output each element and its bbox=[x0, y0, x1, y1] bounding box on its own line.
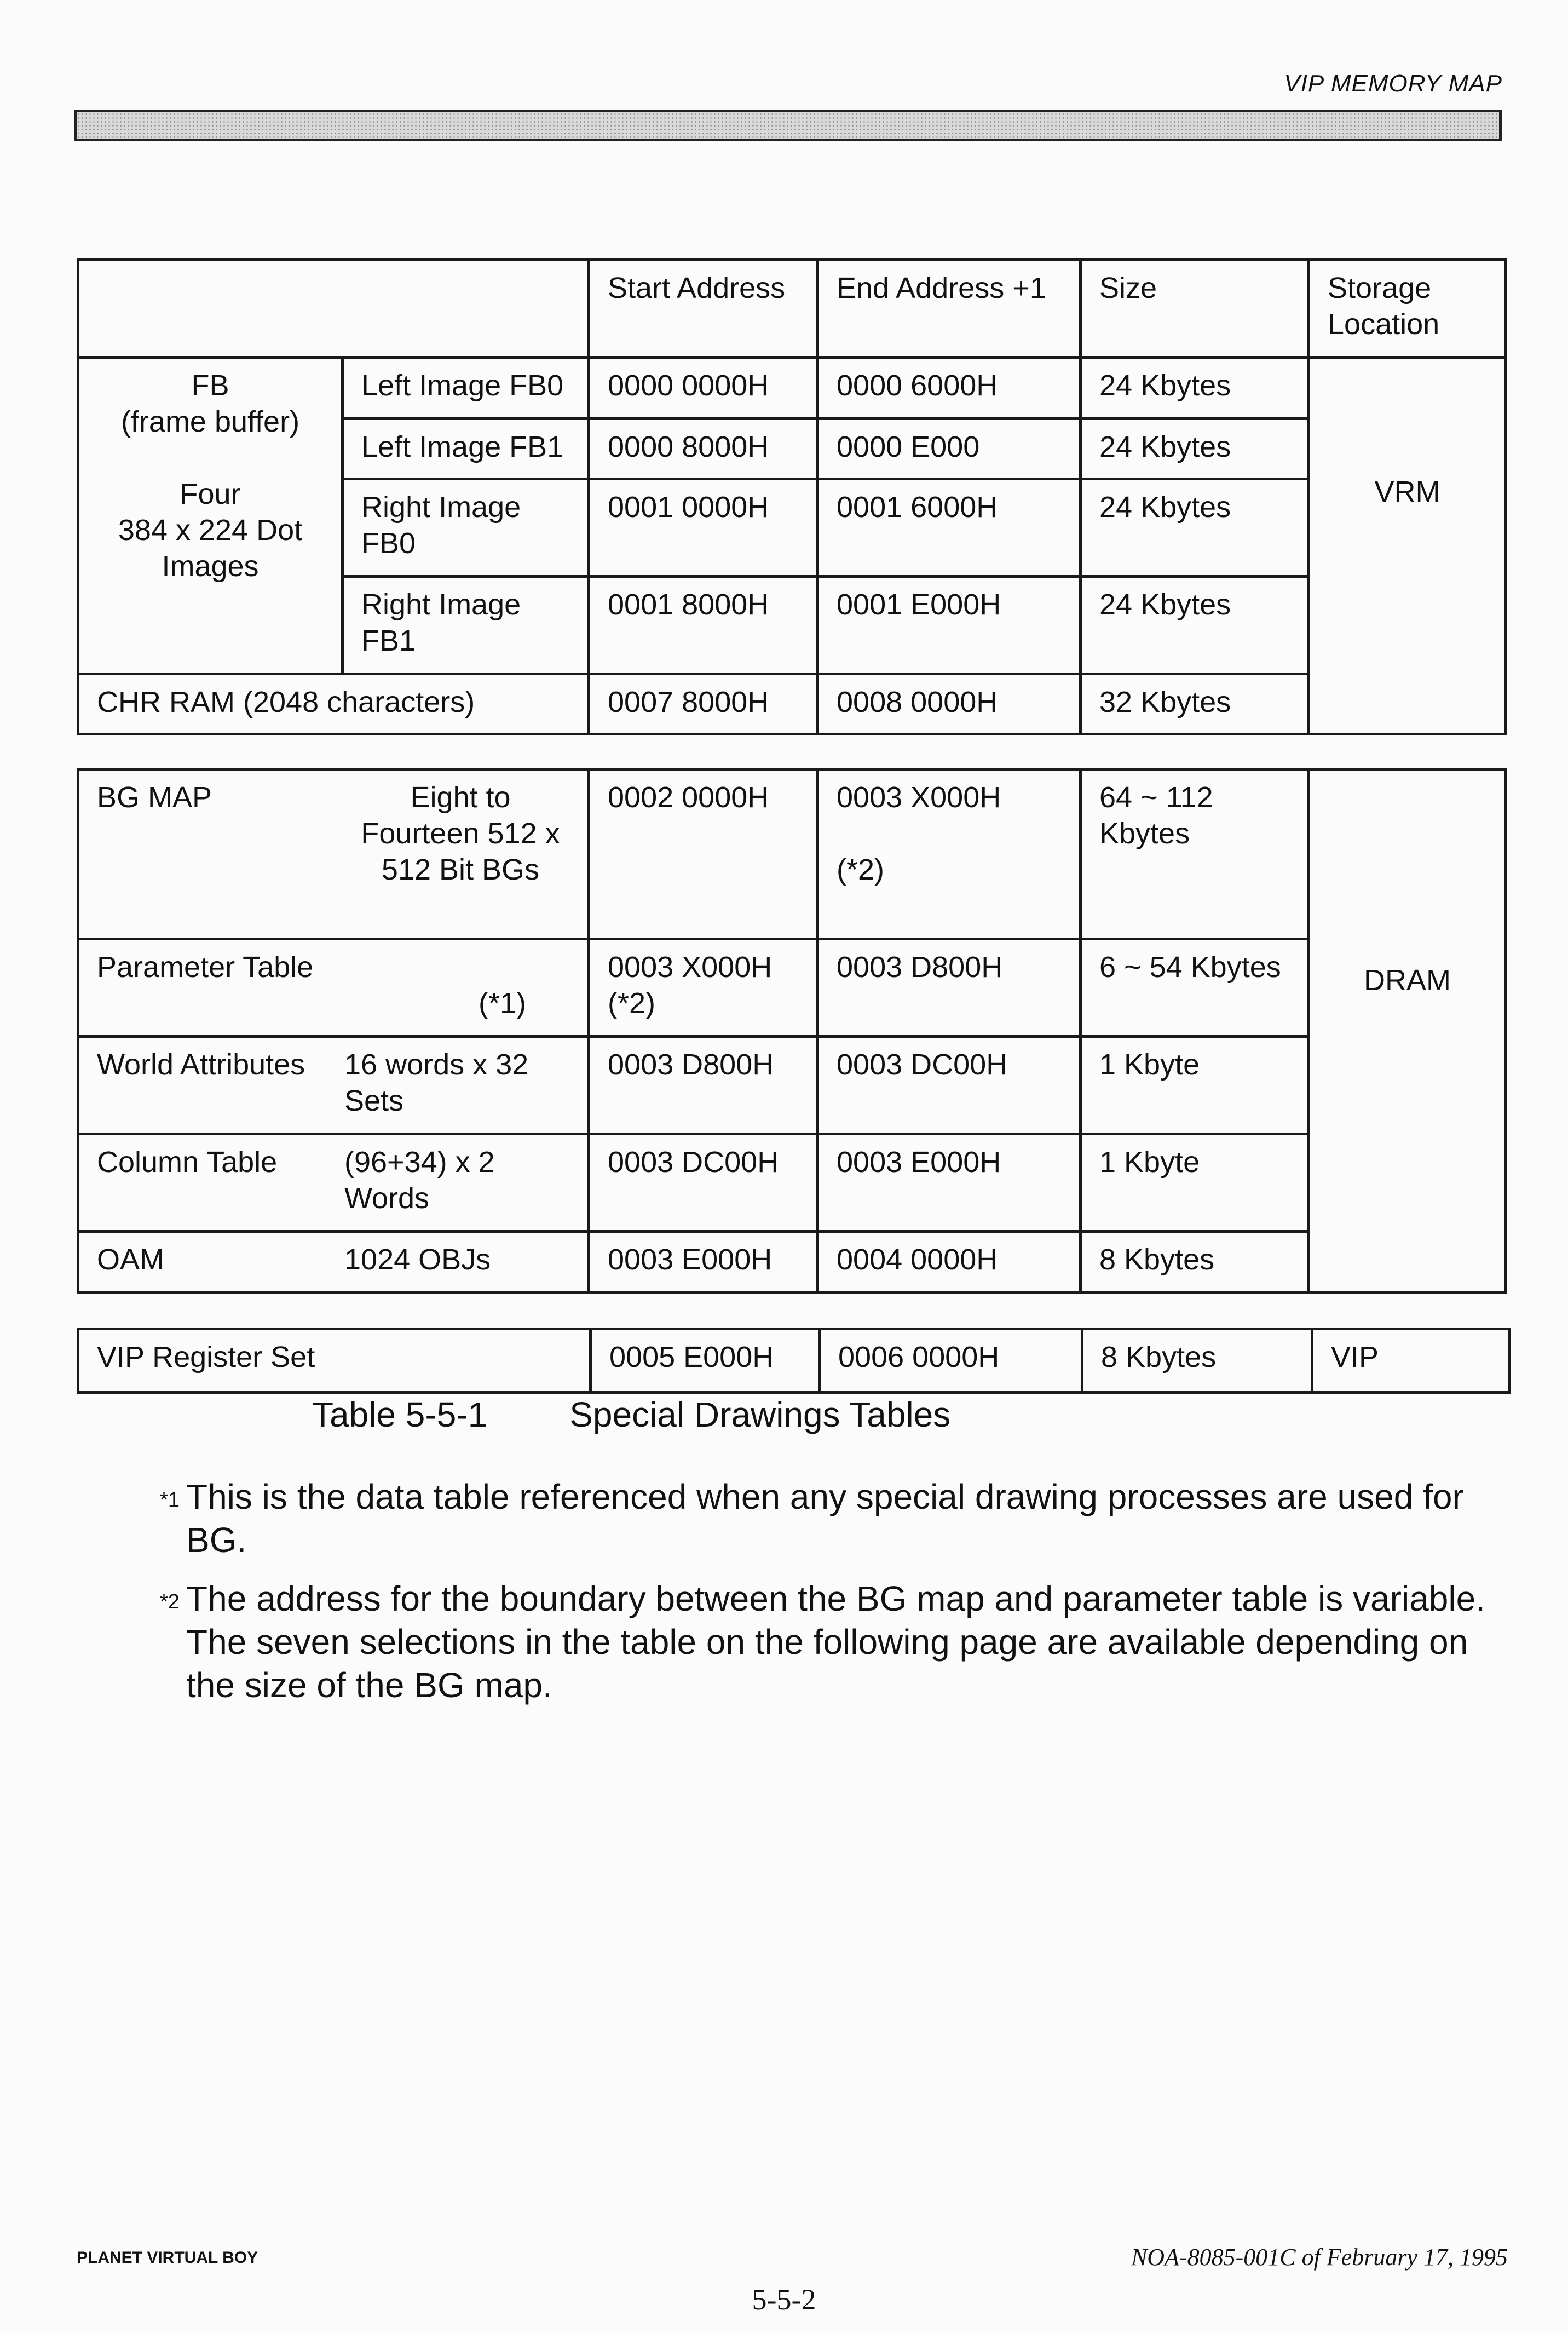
chr-ram-end: 0008 0000H bbox=[818, 674, 1081, 734]
fb-desc-line: 384 x 224 Dot bbox=[118, 514, 303, 547]
row-start: 0000 8000H bbox=[589, 419, 818, 479]
row-start: 0001 8000H bbox=[589, 577, 818, 674]
bgmap-end-cell bbox=[818, 769, 1081, 939]
oam-desc: 1024 OBJs bbox=[344, 1243, 491, 1276]
world-name: World Attributes bbox=[97, 1048, 305, 1081]
storage-vrm bbox=[1309, 358, 1506, 734]
bgmap-start: 0002 0000H bbox=[589, 769, 818, 939]
row-size: 24 Kbytes bbox=[1081, 577, 1309, 674]
vip-register-name: VIP Register Set bbox=[78, 1329, 591, 1393]
fb-label-sub: (frame buffer) bbox=[120, 405, 300, 438]
oam-name: OAM bbox=[97, 1243, 165, 1276]
running-header: VIP MEMORY MAP bbox=[1284, 70, 1502, 97]
fb-group-label bbox=[78, 358, 343, 674]
row-name: Right Image FB0 bbox=[343, 479, 589, 577]
row-end: 0000 6000H bbox=[818, 358, 1081, 419]
fb-desc-line: Four bbox=[180, 478, 241, 510]
vip-register-table bbox=[77, 1328, 1511, 1394]
row-end: 0001 6000H bbox=[818, 479, 1081, 577]
bgmap-size: 64 ~ 112 Kbytes bbox=[1081, 769, 1309, 939]
row-size: 24 Kbytes bbox=[1081, 358, 1309, 419]
oam-end: 0004 0000H bbox=[818, 1232, 1081, 1293]
param-size: 6 ~ 54 Kbytes bbox=[1081, 939, 1309, 1037]
vip-register-end: 0006 0000H bbox=[820, 1329, 1082, 1393]
row-end: 0000 E000 bbox=[818, 419, 1081, 479]
column-name: Column Table bbox=[97, 1146, 278, 1179]
row-end: 0001 E000H bbox=[818, 577, 1081, 674]
param-note: (*1) bbox=[478, 987, 526, 1020]
param-start-note: (*2) bbox=[608, 987, 656, 1020]
chr-ram-start: 0007 8000H bbox=[589, 674, 818, 734]
param-cell bbox=[78, 939, 589, 1037]
header-rule bbox=[74, 110, 1502, 141]
caption-title: Special Drawings Tables bbox=[569, 1395, 951, 1434]
param-name: Parameter Table bbox=[97, 951, 314, 984]
row-name: Left Image FB0 bbox=[343, 358, 589, 419]
footer-document-id: NOA-8085-001C of February 17, 1995 bbox=[1131, 2244, 1508, 2271]
page-number: 5-5-2 bbox=[752, 2283, 816, 2316]
fb-label: FB bbox=[191, 369, 229, 402]
row-start: 0001 0000H bbox=[589, 479, 818, 577]
header-blank-cell bbox=[78, 260, 589, 358]
row-size: 24 Kbytes bbox=[1081, 479, 1309, 577]
storage-dram bbox=[1309, 769, 1506, 1293]
world-size: 1 Kbyte bbox=[1081, 1037, 1309, 1134]
column-cell bbox=[78, 1134, 589, 1232]
column-size: 1 Kbyte bbox=[1081, 1134, 1309, 1232]
row-name: Left Image FB1 bbox=[343, 419, 589, 479]
oam-start: 0003 E000H bbox=[589, 1232, 818, 1293]
dram-memory-table bbox=[77, 768, 1507, 1294]
footnote-text: The address for the boundary between the BG map and parameter table is variable. The seven selections in the table on the following page are available depending on the size of the BG map. bbox=[186, 1579, 1485, 1705]
world-desc: 16 words x 32 Sets bbox=[344, 1048, 529, 1117]
footnote-marker: *1 bbox=[160, 1489, 180, 1512]
param-end: 0003 D800H bbox=[818, 939, 1081, 1037]
oam-cell bbox=[78, 1232, 589, 1293]
header-start-address: Start Address bbox=[589, 260, 818, 358]
header-storage-location: Storage Location bbox=[1309, 260, 1506, 358]
world-cell bbox=[78, 1037, 589, 1134]
column-end: 0003 E000H bbox=[818, 1134, 1081, 1232]
fb-desc-line: Images bbox=[162, 550, 259, 583]
vip-register-size: 8 Kbytes bbox=[1082, 1329, 1312, 1393]
header-end-address: End Address +1 bbox=[818, 260, 1081, 358]
footnote-marker: *2 bbox=[160, 1590, 180, 1613]
bgmap-desc: Eight to Fourteen 512 x 512 Bit BGs bbox=[361, 781, 560, 886]
row-size: 24 Kbytes bbox=[1081, 419, 1309, 479]
storage-dram-label: DRAM bbox=[1364, 964, 1451, 997]
table-caption bbox=[312, 1394, 950, 1435]
bgmap-cell bbox=[78, 769, 589, 939]
bgmap-end-note: (*2) bbox=[837, 853, 885, 886]
row-name: Right Image FB1 bbox=[343, 577, 589, 674]
caption-number: Table 5-5-1 bbox=[312, 1395, 488, 1434]
vip-register-start: 0005 E000H bbox=[591, 1329, 820, 1393]
bgmap-name: BG MAP bbox=[97, 781, 212, 814]
chr-ram-size: 32 Kbytes bbox=[1081, 674, 1309, 734]
world-start: 0003 D800H bbox=[589, 1037, 818, 1134]
param-start-cell bbox=[589, 939, 818, 1037]
column-start: 0003 DC00H bbox=[589, 1134, 818, 1232]
param-start: 0003 X000H bbox=[608, 951, 773, 984]
footnote-1 bbox=[160, 1475, 1500, 1562]
footnote-text: This is the data table referenced when any special drawing processes are used for BG. bbox=[186, 1477, 1464, 1560]
bgmap-end: 0003 X000H bbox=[837, 781, 1001, 814]
footer-publication: PLANET VIRTUAL BOY bbox=[77, 2249, 258, 2267]
vram-memory-table bbox=[77, 258, 1507, 735]
oam-size: 8 Kbytes bbox=[1081, 1232, 1309, 1293]
header-size: Size bbox=[1081, 260, 1309, 358]
chr-ram-name: CHR RAM (2048 characters) bbox=[78, 674, 589, 734]
vip-register-storage: VIP bbox=[1312, 1329, 1509, 1393]
column-desc: (96+34) x 2 Words bbox=[344, 1146, 495, 1215]
world-end: 0003 DC00H bbox=[818, 1037, 1081, 1134]
storage-vrm-label: VRM bbox=[1374, 475, 1440, 508]
row-start: 0000 0000H bbox=[589, 358, 818, 419]
footnote-2 bbox=[160, 1577, 1500, 1707]
